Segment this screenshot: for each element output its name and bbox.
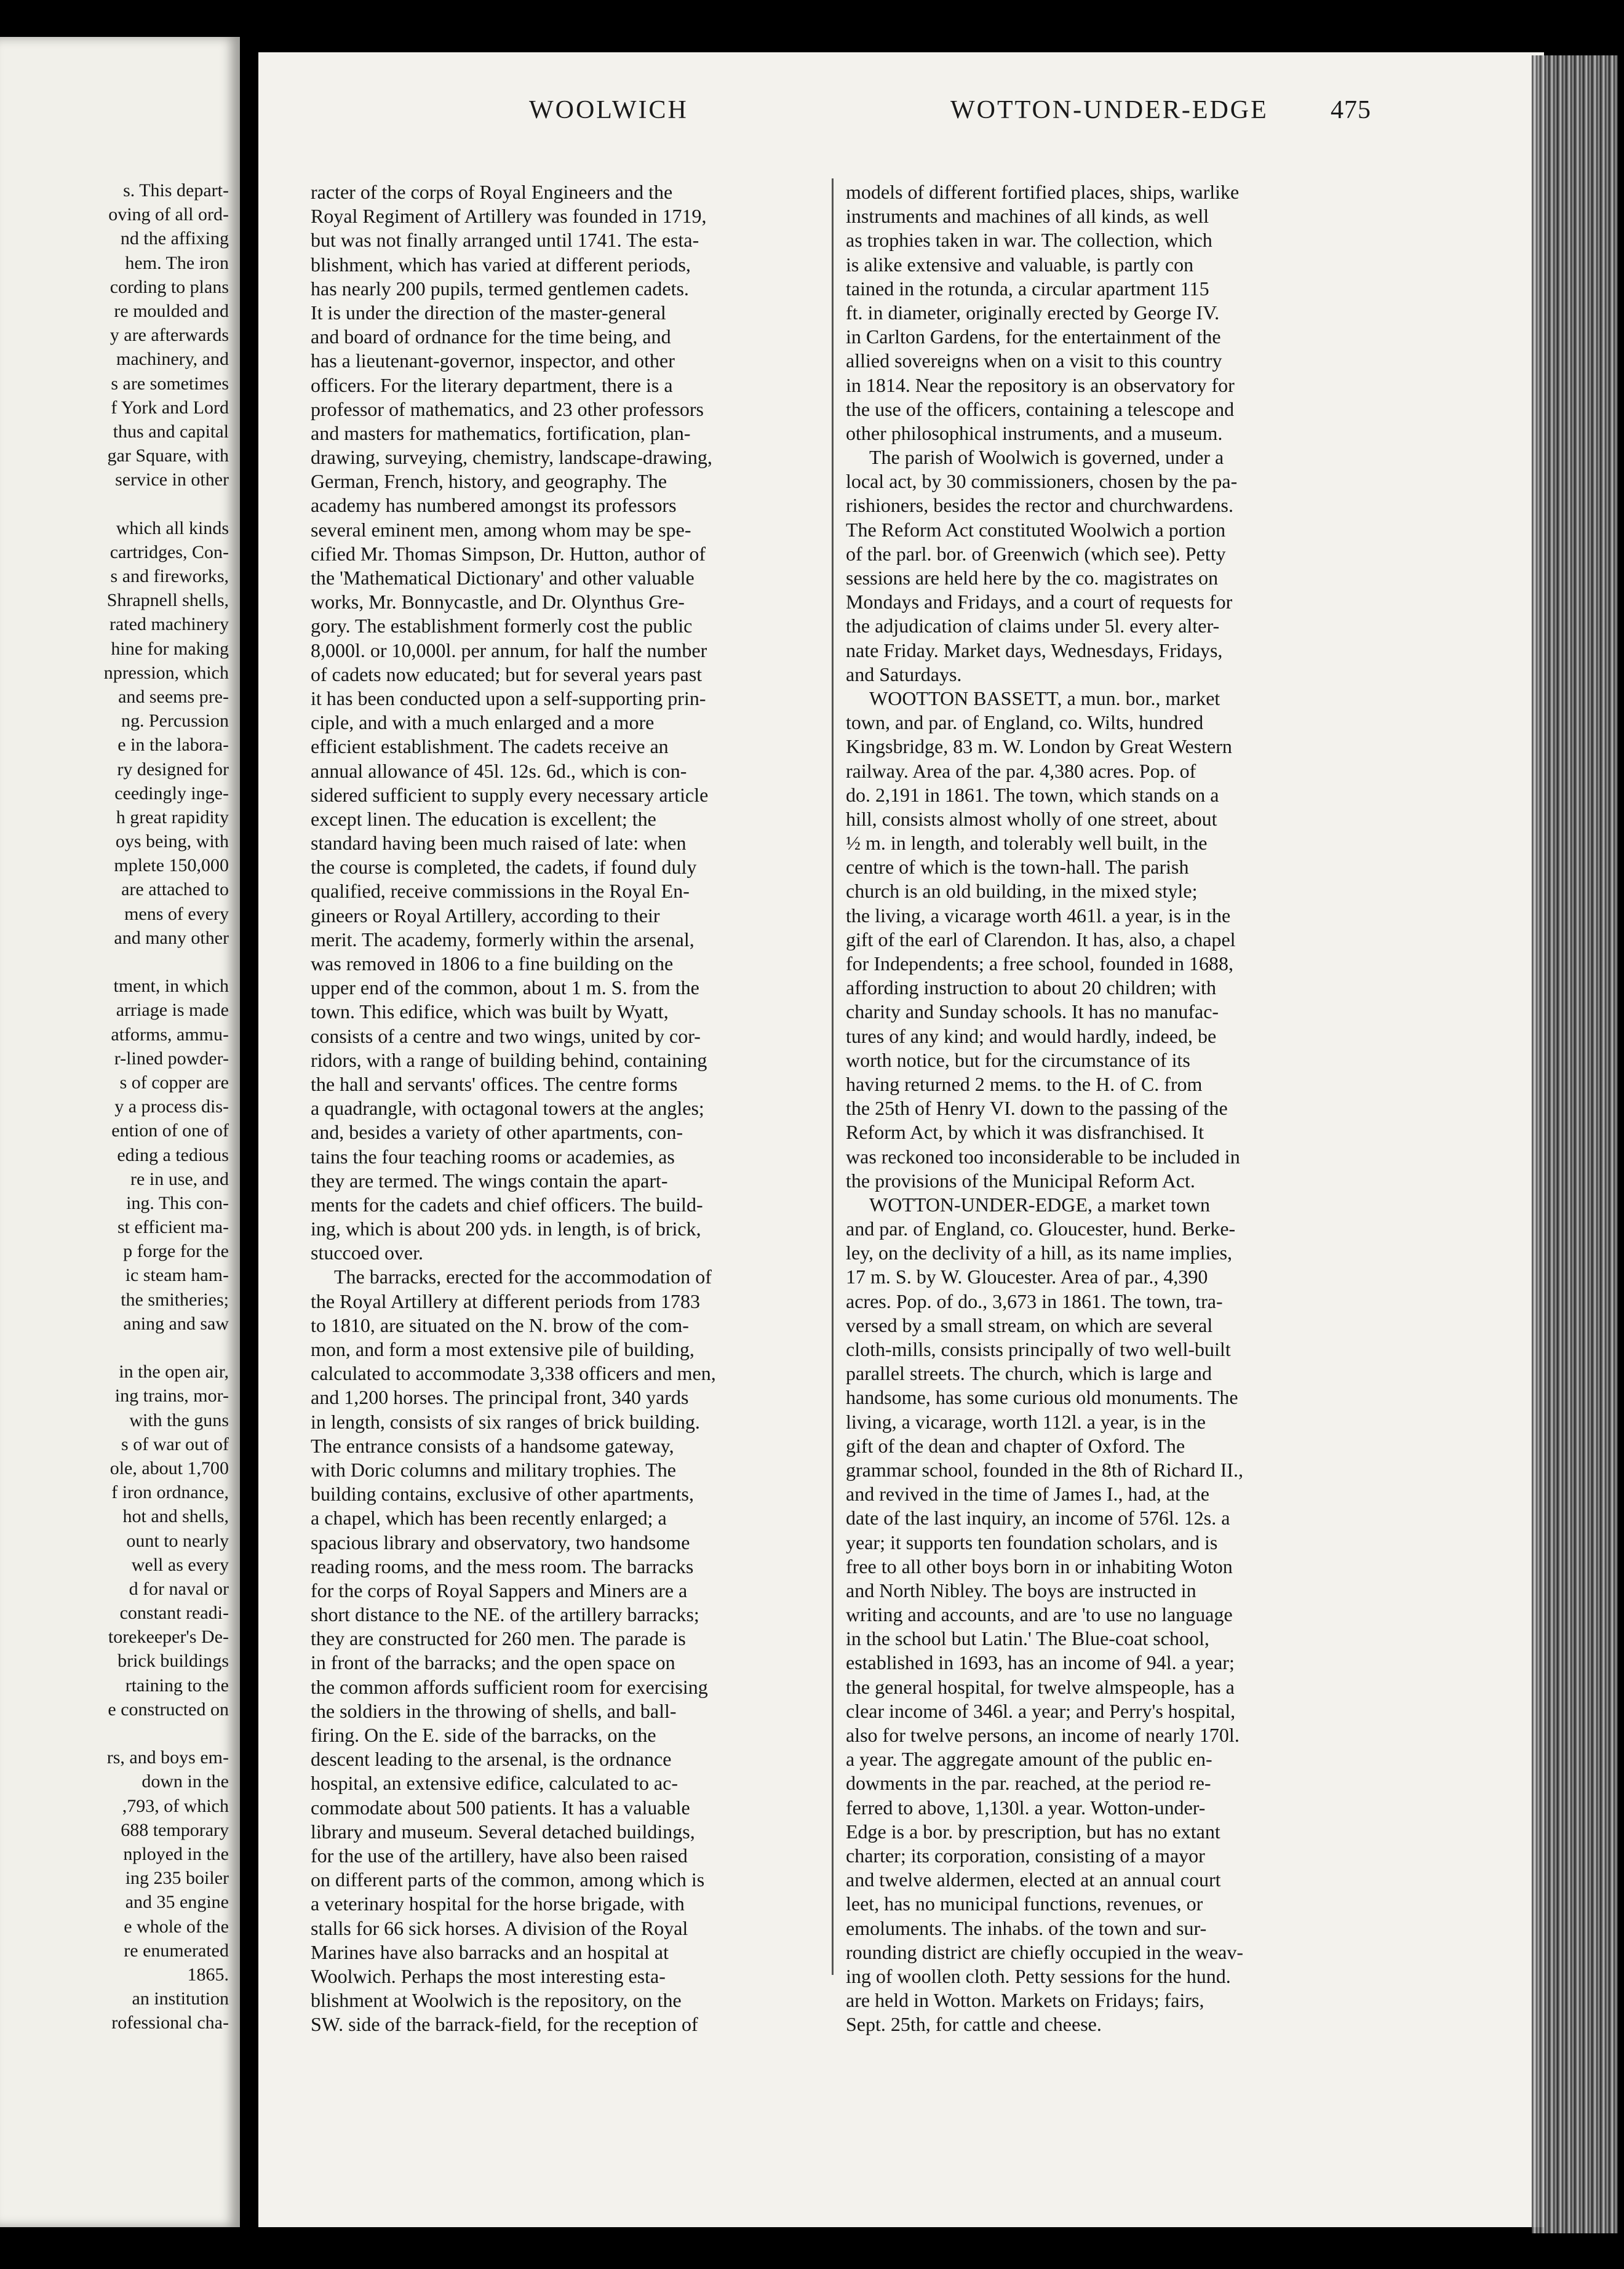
text-line: affording instruction to about 20 children; with (846, 976, 1216, 999)
text-line: established in 1693, has an income of 94l. a year; (846, 1651, 1235, 1674)
text-line: brick buildings (117, 1651, 229, 1672)
text-line: qualified, receive commissions in the Royal En- (311, 880, 690, 903)
page-number: 475 (1331, 96, 1371, 124)
text-line: in front of the barracks; and the open space on (311, 1651, 675, 1674)
text-line: drawing, surveying, chemistry, landscape-drawing, (311, 446, 712, 469)
text-line: blishment at Woolwich is the repository, on the (311, 1989, 682, 2012)
text-line: cloth-mills, consists principally of two well-built (846, 1338, 1231, 1360)
text-line: as trophies taken in war. The collection, which (846, 229, 1212, 252)
text-line: but was not finally arranged until 1741. The esta- (311, 229, 699, 252)
text-line: was reckoned too inconsiderable to be included in (846, 1145, 1240, 1168)
text-line: ount to nearly (126, 1530, 229, 1551)
text-line: rofessional cha- (111, 2012, 229, 2033)
text-line: hine for making (111, 638, 229, 659)
text-line: ments for the cadets and chief officers. The build- (311, 1193, 703, 1216)
text-line: Reform Act, by which it was disfranchised. It (846, 1121, 1204, 1144)
text-line: the use of the officers, containing a telescope and (846, 397, 1235, 420)
text-line: the adjudication of claims under 5l. every alter- (846, 615, 1220, 637)
text-line: ention of one of (111, 1120, 229, 1141)
text-line: r-lined powder- (114, 1048, 229, 1069)
text-line: leet, has no municipal functions, revenues, or (846, 1892, 1203, 1915)
text-line: tained in the rotunda, a circular apartment 115 (846, 277, 1209, 300)
text-line: the 25th of Henry VI. down to the passing of the (846, 1097, 1228, 1120)
text-line: oys being, with (115, 831, 229, 852)
text-line: blishment, which has varied at different periods, (311, 253, 691, 276)
text-line: ing 235 boiler (125, 1868, 229, 1889)
text-line: ing, which is about 200 yds. in length, is of brick, (311, 1218, 701, 1240)
text-line: re in use, and (130, 1168, 229, 1189)
text-line: the general hospital, for twelve almspeople, has a (846, 1675, 1235, 1698)
text-line: rtaining to the (125, 1675, 229, 1696)
text-line: in the open air, (119, 1362, 229, 1382)
text-line: ceedingly inge- (114, 783, 229, 804)
text-line: do. 2,191 in 1861. The town, which stands on a (846, 783, 1219, 806)
text-line: The parish of Woolwich is governed, under a (869, 446, 1224, 469)
text-line: and many other (114, 927, 229, 948)
text-line: nployed in the (123, 1843, 229, 1864)
text-line: down in the (141, 1771, 229, 1792)
text-line: instruments and machines of all kinds, as well (846, 205, 1209, 228)
text-line: is alike extensive and valuable, is partly con (846, 253, 1194, 276)
previous-page-column (0, 178, 229, 2035)
text-line: ic steam ham- (125, 1265, 229, 1286)
text-line: gar Square, with (107, 445, 229, 466)
text-line: tures of any kind; and would hardly, indeed, be (846, 1024, 1217, 1047)
text-line: town. This edifice, which was built by Wyatt, (311, 1000, 669, 1023)
text-line: rounding district are chiefly occupied in the weav- (846, 1940, 1243, 1963)
text-line: Kingsbridge, 83 m. W. London by Great Western (846, 735, 1232, 758)
text-line: of the parl. bor. of Greenwich (which see). Petty (846, 542, 1226, 565)
text-line: s of war out of (121, 1434, 229, 1454)
text-line: s are sometimes (111, 373, 229, 394)
text-line: the Royal Artillery at different periods from 1783 (311, 1290, 701, 1312)
text-line: with Doric columns and military trophies. The (311, 1458, 676, 1481)
text-line: for Independents; a free school, founded in 1688, (846, 952, 1234, 975)
text-line: tment, in which (113, 976, 229, 997)
text-line: WOTTON-UNDER-EDGE, a market town (869, 1193, 1210, 1216)
text-line: and board of ordnance for the time being, and (311, 325, 671, 348)
text-line: 8,000l. or 10,000l. per annum, for half the number (311, 639, 707, 661)
text-line: also for twelve persons, an income of nearly 170l. (846, 1724, 1240, 1746)
blank-line (0, 1721, 229, 1745)
text-line: ing trains, mor- (114, 1386, 229, 1406)
text-line: npression, which (103, 662, 229, 683)
text-line: library and museum. Several detached buildings, (311, 1820, 695, 1843)
text-line: nd the affixing (120, 228, 229, 249)
text-line: ley, on the declivity of a hill, as its name implies, (846, 1242, 1233, 1264)
text-line: year; it supports ten foundation scholars, and is (846, 1531, 1218, 1553)
text-line: Shrapnell shells, (106, 590, 229, 611)
text-line: writing and accounts, and are 'to use no language (846, 1603, 1233, 1626)
text-line: gineers or Royal Artillery, according to their (311, 904, 660, 927)
text-line: 688 temporary (121, 1819, 229, 1840)
text-line: gift of the dean and chapter of Oxford. The (846, 1434, 1185, 1457)
text-line: The barracks, erected for the accommodation of (334, 1266, 712, 1288)
text-line: upper end of the common, about 1 m. S. from the (311, 976, 699, 999)
text-line: grammar school, founded in the 8th of Richard II., (846, 1458, 1244, 1481)
text-line: atforms, ammu- (111, 1024, 229, 1045)
text-line: machinery, and (116, 349, 229, 370)
text-line: y a process dis- (114, 1096, 229, 1117)
text-line: they are termed. The wings contain the apart- (311, 1169, 668, 1192)
text-line: church is an old building, in the mixed style; (846, 880, 1198, 903)
text-line: sessions are held here by the co. magistrates on (846, 567, 1219, 589)
text-line: oving of all ord- (108, 204, 229, 225)
text-line: and revived in the time of James I., had, at the (846, 1483, 1209, 1505)
text-line: The Reform Act constituted Woolwich a portion (846, 518, 1226, 541)
text-line: the common affords sufficient room for exercising (311, 1675, 708, 1698)
text-line: mens of every (124, 903, 229, 924)
text-line: cording to plans (109, 276, 229, 297)
text-line: the hall and servants' offices. The centre forms (311, 1072, 678, 1095)
text-line: in the school but Latin.' The Blue-coat school, (846, 1627, 1209, 1650)
text-line: ing. This con- (126, 1192, 229, 1213)
blank-line (0, 950, 229, 974)
text-line: cartridges, Con- (109, 541, 229, 562)
text-line: the soldiers in the throwing of shells, and ball- (311, 1699, 677, 1722)
text-line: constant readi- (119, 1603, 229, 1624)
text-line: Mondays and Fridays, and a court of requests for (846, 591, 1233, 613)
text-line: SW. side of the barrack-field, for the reception of (311, 2013, 698, 2036)
page-edges (1532, 55, 1618, 2233)
text-line: and seems pre- (118, 686, 229, 707)
text-line: and Saturdays. (846, 663, 962, 685)
text-line: nate Friday. Market days, Wednesdays, Fridays, (846, 639, 1223, 661)
text-line: centre of which is the town-hall. The parish (846, 856, 1189, 879)
text-line: h great rapidity (116, 807, 229, 827)
text-line: st efficient ma- (117, 1217, 229, 1238)
text-line: are held in Wotton. Markets on Fridays; fairs, (846, 1989, 1204, 2012)
text-line: and twelve aldermen, elected at an annual court (846, 1868, 1221, 1891)
text-line: versed by a small stream, on which are several (846, 1314, 1213, 1336)
text-line: for the use of the artillery, have also been raised (311, 1844, 688, 1867)
text-line: annual allowance of 45l. 12s. 6d., which is con- (311, 759, 687, 782)
text-line: parallel streets. The church, which is large and (846, 1362, 1212, 1385)
text-line: f iron ordnance, (111, 1482, 229, 1503)
text-line: a veterinary hospital for the horse brigade, with (311, 1892, 685, 1915)
text-line: the living, a vicarage worth 461l. a year, is in the (846, 904, 1231, 927)
text-line: and 1,200 horses. The principal front, 340 yards (311, 1386, 689, 1409)
previous-page (0, 37, 240, 2227)
text-line: re moulded and (114, 300, 229, 321)
text-line: arriage is made (116, 1000, 229, 1021)
text-line: eding a tedious (117, 1144, 229, 1165)
text-line: local act, by 30 commissioners, chosen by the pa- (846, 470, 1238, 493)
text-line: hem. The iron (125, 252, 229, 273)
text-line: clear income of 346l. a year; and Perry's hospital, (846, 1699, 1236, 1722)
text-line: rs, and boys em- (106, 1747, 229, 1768)
text-line: handsome, has some curious old monuments. The (846, 1386, 1238, 1409)
blank-line (0, 492, 229, 516)
text-line: mon, and form a most extensive pile of building, (311, 1338, 695, 1360)
text-line: has a lieutenant-governor, inspector, and other (311, 349, 675, 372)
text-line: in Carlton Gardens, for the entertainment of the (846, 325, 1221, 348)
text-line: except linen. The education is excellent; the (311, 807, 656, 830)
text-line: s of copper are (119, 1072, 229, 1093)
text-line: gift of the earl of Clarendon. It has, also, a chapel (846, 928, 1236, 951)
text-line: rishioners, besides the rector and churchwardens. (846, 494, 1233, 517)
text-line: rated machinery (109, 614, 229, 635)
text-line: Sept. 25th, for cattle and cheese. (846, 2013, 1102, 2036)
text-line: allied sovereigns when on a visit to this country (846, 349, 1222, 372)
text-line: Royal Regiment of Artillery was founded in 1719, (311, 205, 707, 228)
text-line: cified Mr. Thomas Simpson, Dr. Hutton, author of (311, 542, 706, 565)
text-line: gory. The establishment formerly cost the public (311, 615, 693, 637)
running-header-left: WOOLWICH (529, 96, 688, 124)
text-line: in 1814. Near the repository is an observatory for (846, 373, 1235, 396)
text-line: descent leading to the arsenal, is the ordnance (311, 1748, 672, 1771)
text-line: ciple, and with a much enlarged and a more (311, 711, 655, 734)
text-line: ng. Percussion (121, 711, 229, 732)
text-line: academy has numbered amongst its professors (311, 494, 677, 517)
text-line: dowments in the par. reached, at the period re- (846, 1772, 1211, 1795)
text-line: worth notice, but for the circumstance of its (846, 1048, 1190, 1071)
text-line: charity and Sunday schools. It has no manufac- (846, 1000, 1219, 1023)
text-line: commodate about 500 patients. It has a valuable (311, 1796, 690, 1819)
text-column-right (846, 180, 1381, 2036)
text-line: sidered sufficient to supply every necessary article (311, 783, 709, 806)
text-line: s and fireworks, (110, 566, 229, 586)
text-line: having returned 2 mems. to the H. of C. from (846, 1072, 1203, 1095)
text-line: standard having been much raised of late: when (311, 832, 687, 855)
text-line: free to all other boys born in or inhabiting Woton (846, 1555, 1233, 1577)
text-line: living, a vicarage, worth 112l. a year, is in the (846, 1410, 1206, 1433)
text-line: acres. Pop. of do., 3,673 in 1861. The town, tra- (846, 1290, 1223, 1312)
text-line: several eminent men, among whom may be spe- (311, 518, 691, 541)
text-column-middle (311, 180, 846, 2036)
text-line: a chapel, which has been recently enlarged; a (311, 1507, 667, 1529)
text-line: hill, consists almost wholly of one street, about (846, 807, 1217, 830)
text-line: ,793, of which (122, 1795, 229, 1816)
text-line: p forge for the (123, 1241, 229, 1262)
text-line: date of the last inquiry, an income of 576l. 12s. a (846, 1507, 1230, 1529)
text-line: professor of mathematics, and 23 other professors (311, 397, 704, 420)
text-line: a quadrangle, with octagonal towers at the angles; (311, 1097, 704, 1120)
text-line: Marines have also barracks and an hospital at (311, 1940, 669, 1963)
text-line: the smitheries; (121, 1289, 229, 1310)
text-line: models of different fortified places, ships, warlike (846, 181, 1240, 203)
text-line: short distance to the NE. of the artillery barracks; (311, 1603, 699, 1626)
text-line: reading rooms, and the mess room. The barracks (311, 1555, 694, 1577)
text-line: hot and shells, (122, 1506, 229, 1527)
column-rule (832, 178, 834, 1975)
text-line: mplete 150,000 (114, 855, 229, 876)
text-line: town, and par. of England, co. Wilts, hundred (846, 711, 1204, 734)
text-line: spacious library and observatory, two handsome (311, 1531, 690, 1553)
running-header-right: WOTTON-UNDER-EDGE (950, 96, 1268, 124)
text-line: they are constructed for 260 men. The parade is (311, 1627, 686, 1650)
text-line: are attached to (121, 879, 229, 900)
text-line: ing of woollen cloth. Petty sessions for the hund. (846, 1964, 1231, 1987)
text-line: ft. in diameter, originally erected by George IV. (846, 301, 1220, 324)
text-line: railway. Area of the par. 4,380 acres. Pop. of (846, 759, 1196, 782)
text-line: d for naval or (129, 1578, 229, 1599)
text-line: It is under the direction of the master-general (311, 301, 666, 324)
text-line: e in the labora- (117, 735, 229, 756)
text-line: Edge is a bor. by prescription, but has no extant (846, 1820, 1220, 1843)
text-line: and par. of England, co. Gloucester, hund. Berke- (846, 1218, 1236, 1240)
text-line: tains the four teaching rooms or academies, as (311, 1145, 675, 1168)
blank-line (0, 1336, 229, 1360)
text-line: a year. The aggregate amount of the public en- (846, 1748, 1212, 1771)
text-line: consists of a centre and two wings, united by cor- (311, 1024, 701, 1047)
text-line: works, Mr. Bonnycastle, and Dr. Olynthus Gre- (311, 591, 685, 613)
text-line: the provisions of the Municipal Reform Act. (846, 1169, 1195, 1192)
text-line: has nearly 200 pupils, termed gentlemen cadets. (311, 277, 689, 300)
text-line: ½ m. in length, and tolerably well built, in the (846, 832, 1208, 855)
text-line: and North Nibley. The boys are instructed in (846, 1579, 1196, 1601)
text-line: ferred to above, 1,130l. a year. Wotton-under- (846, 1796, 1206, 1819)
text-line: German, French, history, and geography. The (311, 470, 667, 493)
text-line: ole, about 1,700 (109, 1458, 229, 1478)
text-line: s. This depart- (123, 180, 229, 201)
text-line: building contains, exclusive of other apartments, (311, 1483, 694, 1505)
text-line: well as every (131, 1554, 229, 1575)
text-line: ridors, with a range of building behind, containing (311, 1048, 707, 1071)
text-line: efficient establishment. The cadets receive an (311, 735, 669, 758)
text-line: was removed in 1806 to a fine building on the (311, 952, 674, 975)
text-line: f York and Lord (111, 397, 229, 418)
text-line: aning and saw (123, 1313, 229, 1334)
text-line: hospital, an extensive edifice, calculated to ac- (311, 1772, 679, 1795)
text-line: officers. For the literary department, there is a (311, 373, 673, 396)
text-line: on different parts of the common, among which is (311, 1868, 705, 1891)
text-line: in length, consists of six ranges of brick building. (311, 1410, 700, 1433)
text-line: and masters for mathematics, fortification, plan- (311, 421, 691, 444)
text-line: to 1810, are situated on the N. brow of the com- (311, 1314, 689, 1336)
text-line: thus and capital (113, 421, 229, 442)
text-line: e whole of the (124, 1916, 229, 1937)
text-line: ry designed for (117, 759, 229, 780)
text-line: with the guns (129, 1410, 229, 1430)
text-line: re enumerated (124, 1940, 229, 1961)
text-line: the course is completed, the cadets, if found duly (311, 856, 697, 879)
text-line: for the corps of Royal Sappers and Miners are a (311, 1579, 688, 1601)
text-line: 17 m. S. by W. Gloucester. Area of par., 4,390 (846, 1266, 1208, 1288)
text-line: other philosophical instruments, and a museum. (846, 421, 1223, 444)
text-line: stuccoed over. (311, 1242, 424, 1264)
text-line: service in other (115, 469, 229, 490)
text-line: merit. The academy, formerly within the arsenal, (311, 928, 695, 951)
text-line: the 'Mathematical Dictionary' and other valuable (311, 567, 695, 589)
text-line: e constructed on (108, 1699, 229, 1720)
text-line: calculated to accommodate 3,338 officers and men, (311, 1362, 716, 1385)
text-line: y are afterwards (109, 325, 229, 346)
text-line: stalls for 66 sick horses. A division of the Royal (311, 1916, 688, 1939)
text-line: it has been conducted upon a self-supporting prin- (311, 687, 706, 709)
text-line: and 35 engine (125, 1892, 229, 1913)
text-line: charter; its corporation, consisting of a mayor (846, 1844, 1205, 1867)
text-line: racter of the corps of Royal Engineers and the (311, 181, 673, 203)
text-line: emoluments. The inhabs. of the town and sur- (846, 1916, 1207, 1939)
text-line: WOOTTON BASSETT, a mun. bor., market (869, 687, 1220, 709)
text-line: The entrance consists of a handsome gateway, (311, 1434, 674, 1457)
text-line: and, besides a variety of other apartments, con- (311, 1121, 683, 1144)
text-line: which all kinds (116, 517, 229, 538)
text-line: torekeeper's De- (108, 1627, 229, 1648)
text-line: firing. On the E. side of the barracks, on the (311, 1724, 656, 1746)
text-line: Woolwich. Perhaps the most interesting esta- (311, 1964, 666, 1987)
text-line: an institution (132, 1988, 229, 2009)
text-line: 1865. (187, 1964, 229, 1985)
text-line: of cadets now educated; but for several years past (311, 663, 703, 685)
